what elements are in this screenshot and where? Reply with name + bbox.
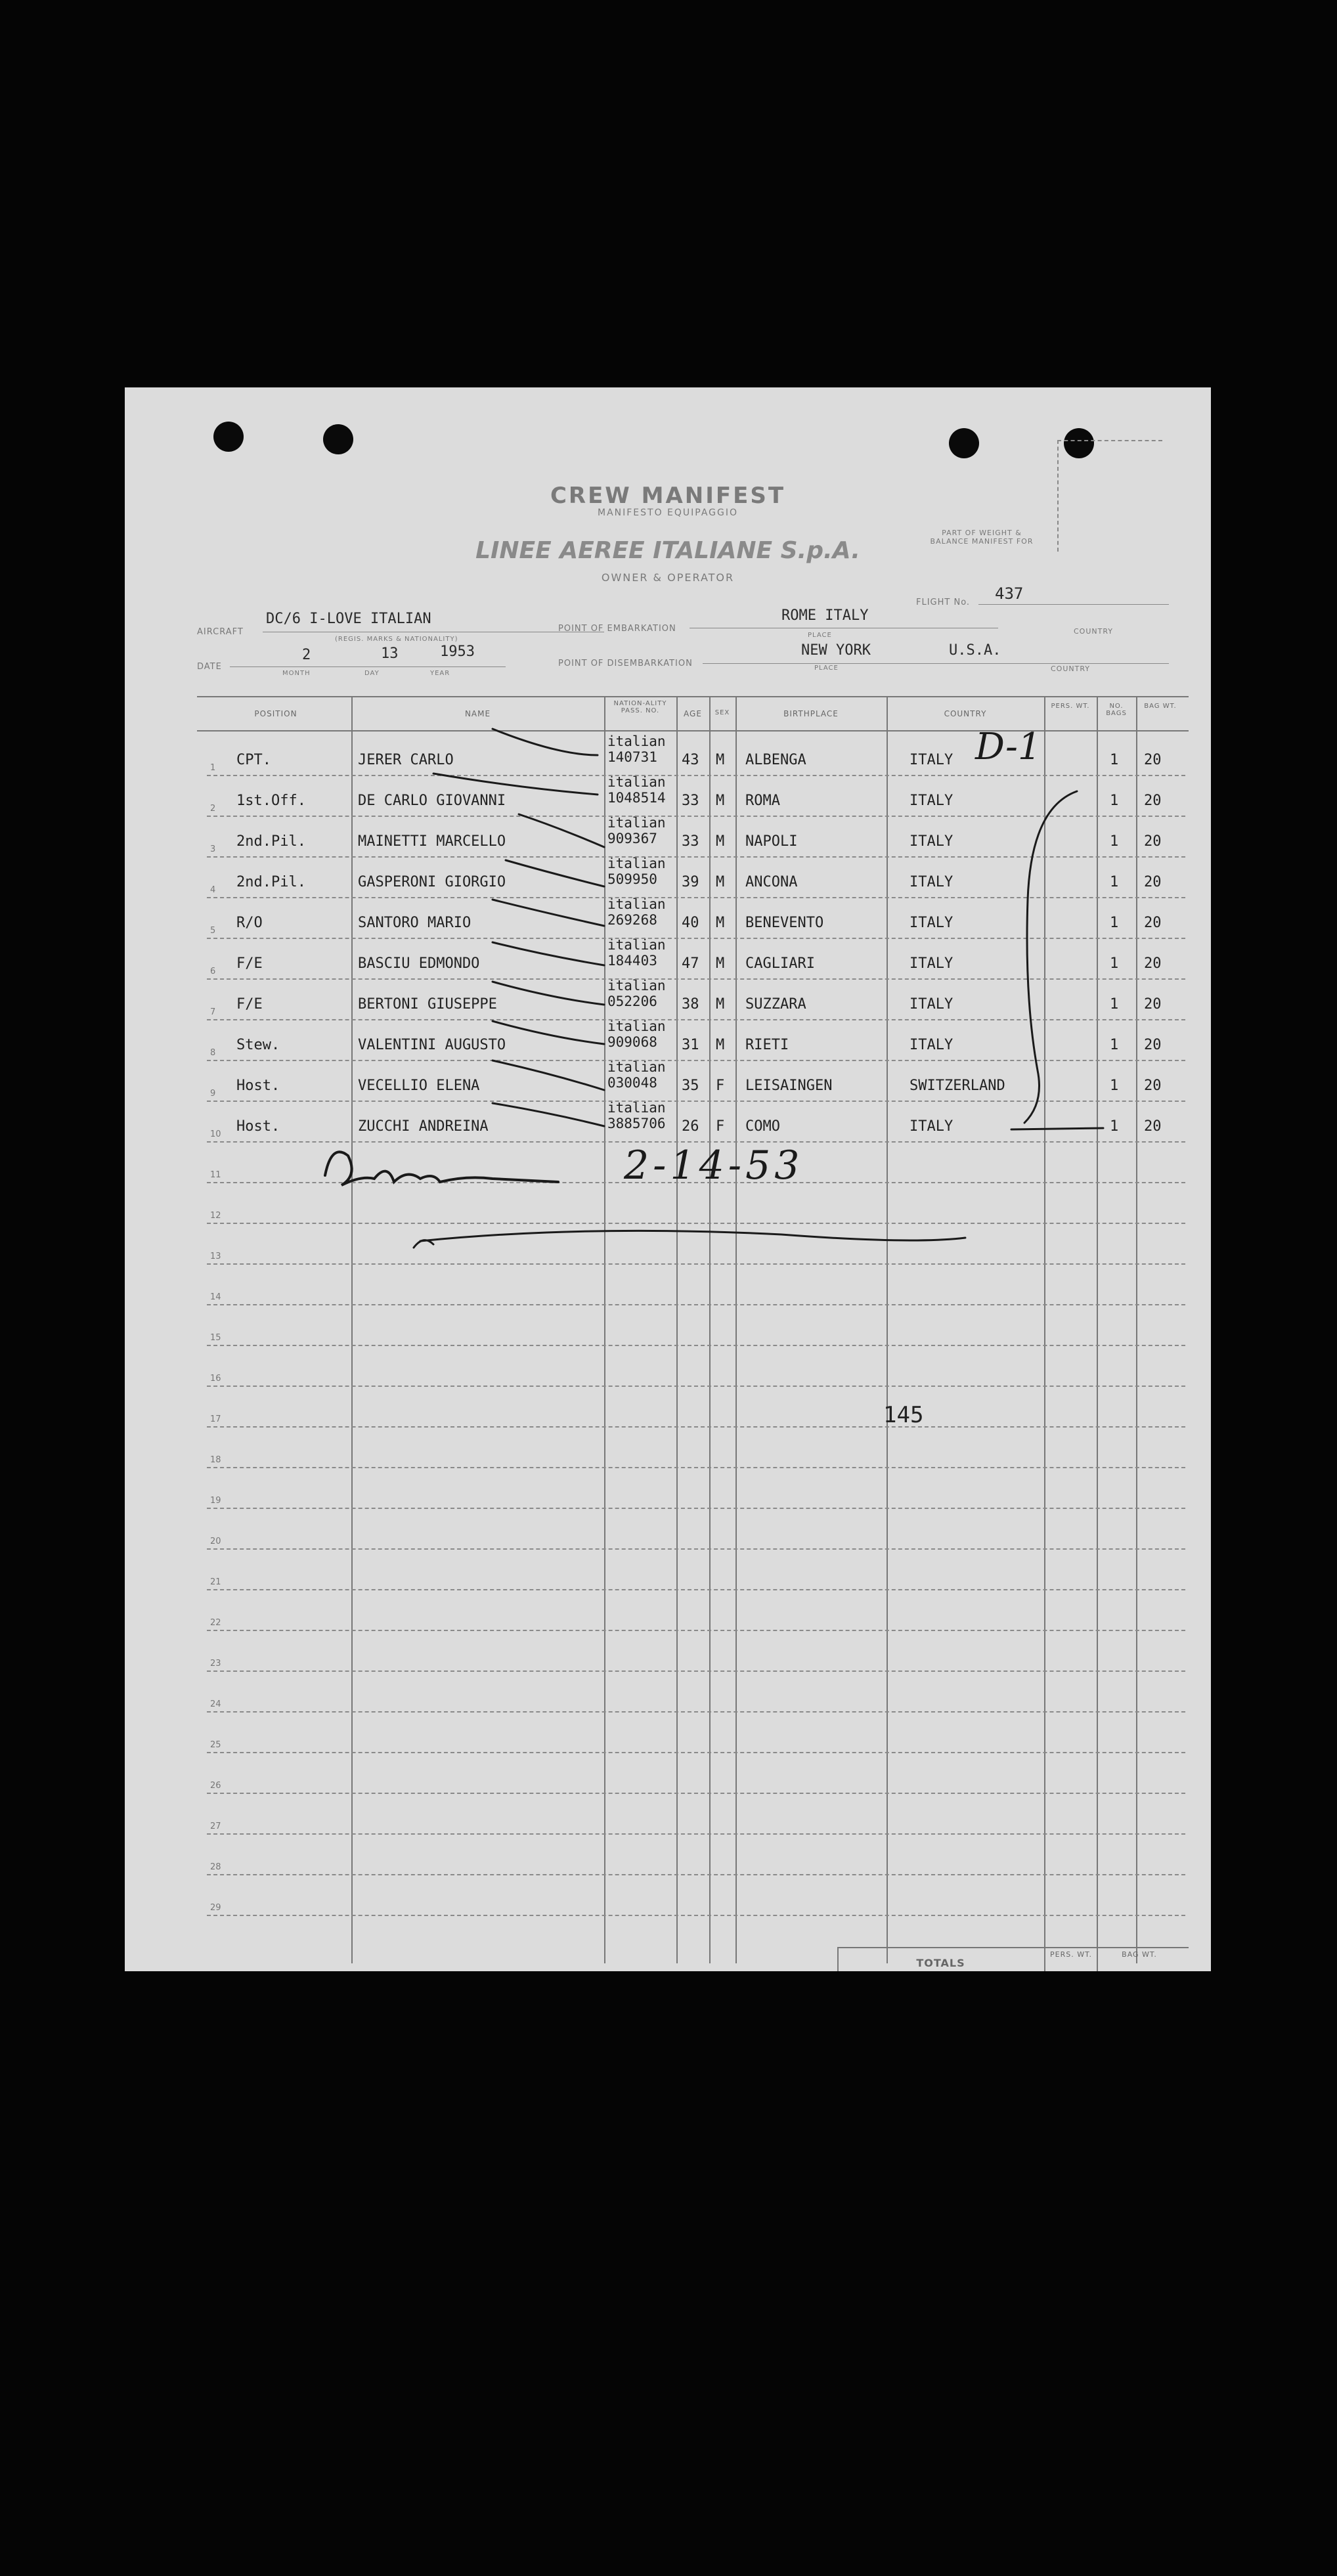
footer-divider: [837, 1947, 839, 1971]
date-year: 1953: [440, 644, 475, 660]
col-header-pers-wt: PERS. WT.: [1051, 703, 1090, 710]
crew-name: SANTORO MARIO: [358, 915, 471, 931]
crew-sex: M: [716, 793, 725, 809]
crew-nationality: italian: [607, 815, 666, 831]
country-label-2: COUNTRY: [1051, 665, 1090, 673]
col-header-age: AGE: [684, 709, 702, 718]
crew-country: ITALY: [910, 874, 953, 890]
crew-position: Stew.: [236, 1037, 280, 1053]
flight-label: FLIGHT No.: [916, 598, 971, 607]
col-header-nationality: NATION-ALITY PASS. NO.: [613, 700, 667, 714]
crew-bag-wt: 20: [1144, 996, 1162, 1013]
footer-bag-wt: BAG WT.: [1122, 1950, 1157, 1959]
crew-nationality: italian: [607, 1059, 666, 1075]
row-number: 17: [210, 1414, 221, 1424]
crew-position: R/O: [236, 915, 263, 931]
crew-nationality: italian: [607, 733, 666, 749]
crew-bag-wt: 20: [1144, 833, 1162, 850]
crew-sex: M: [716, 752, 725, 768]
footer-divider: [1044, 1947, 1045, 1971]
row-number: 26: [210, 1781, 221, 1791]
place-label: PLACE: [808, 632, 832, 639]
country-label: COUNTRY: [1074, 627, 1113, 636]
row-number: 22: [210, 1618, 221, 1628]
col-header-sex: SEX: [714, 709, 730, 716]
crew-age: 39: [682, 874, 699, 890]
crew-bag-wt: 20: [1144, 793, 1162, 809]
crew-age: 35: [682, 1078, 699, 1094]
regis-label: (REGIS. MARKS & NATIONALITY): [335, 636, 458, 643]
place-label-2: PLACE: [814, 665, 839, 672]
crew-bags: 1: [1110, 1037, 1119, 1053]
crew-bags: 1: [1110, 996, 1119, 1013]
crew-sex: M: [716, 996, 725, 1013]
crew-position: F/E: [236, 996, 263, 1013]
crew-nationality: italian: [607, 1018, 666, 1034]
year-label: YEAR: [430, 670, 450, 677]
row-number: 25: [210, 1740, 221, 1750]
crew-age: 33: [682, 833, 699, 850]
row-number: 4: [210, 885, 216, 895]
crew-bags: 1: [1110, 1078, 1119, 1094]
handwritten-date: 2-14-53: [624, 1143, 804, 1189]
crew-birthplace: ANCONA: [745, 874, 798, 890]
crew-bags: 1: [1110, 752, 1119, 768]
crew-nationality: italian: [607, 937, 666, 953]
crew-name: ZUCCHI ANDREINA: [358, 1118, 489, 1135]
crew-position: 1st.Off.: [236, 793, 306, 809]
row-number: 1: [210, 763, 216, 773]
crew-position: Host.: [236, 1118, 280, 1135]
crew-country: ITALY: [910, 915, 953, 931]
col-header-bag-wt: BAG WT.: [1144, 703, 1177, 710]
crew-bags: 1: [1110, 1118, 1119, 1135]
row-number: 2: [210, 804, 216, 814]
footer-border: [837, 1947, 1189, 1948]
crew-name: JERER CARLO: [358, 752, 454, 768]
flight-number: 437: [995, 584, 1024, 603]
crew-birthplace: BENEVENTO: [745, 915, 824, 931]
crew-sex: M: [716, 874, 725, 890]
month-label: MONTH: [282, 670, 311, 677]
manifest-sheet: [125, 387, 1211, 1971]
aircraft-value: DC/6 I-LOVE ITALIAN: [266, 611, 431, 627]
crew-bags: 1: [1110, 874, 1119, 890]
crew-name: VALENTINI AUGUSTO: [358, 1037, 506, 1053]
crew-position: Host.: [236, 1078, 280, 1094]
crew-nationality: italian: [607, 856, 666, 871]
crew-nationality: italian: [607, 896, 666, 912]
balance-note: PART OF WEIGHT & BALANCE MANIFEST FOR: [930, 529, 1034, 546]
crew-country: ITALY: [910, 1118, 953, 1135]
row-number: 27: [210, 1822, 221, 1831]
crew-bag-wt: 20: [1144, 915, 1162, 931]
crew-birthplace: ALBENGA: [745, 752, 806, 768]
row-number: 21: [210, 1577, 221, 1587]
footer-pers-wt: PERS. WT.: [1050, 1950, 1092, 1959]
row-number: 28: [210, 1862, 221, 1872]
crew-bags: 1: [1110, 833, 1119, 850]
embarkation-value: ROME ITALY: [781, 607, 869, 624]
crew-bag-wt: 20: [1144, 1118, 1162, 1135]
date-label: DATE: [197, 662, 222, 672]
crew-age: 31: [682, 1037, 699, 1053]
row-number: 12: [210, 1211, 221, 1221]
crew-birthplace: CAGLIARI: [745, 955, 815, 972]
date-day: 13: [381, 645, 399, 662]
crew-age: 47: [682, 955, 699, 972]
crew-name: GASPERONI GIORGIO: [358, 874, 506, 890]
crew-position: 2nd.Pil.: [236, 874, 306, 890]
crew-birthplace: SUZZARA: [745, 996, 806, 1013]
crew-passport: 509950: [607, 871, 657, 887]
crew-sex: M: [716, 1037, 725, 1053]
crew-bags: 1: [1110, 915, 1119, 931]
crew-bags: 1: [1110, 793, 1119, 809]
crew-birthplace: COMO: [745, 1118, 780, 1135]
col-header-country: COUNTRY: [944, 709, 987, 718]
crew-name: MAINETTI MARCELLO: [358, 833, 506, 850]
crew-bag-wt: 20: [1144, 752, 1162, 768]
crew-age: 43: [682, 752, 699, 768]
crew-birthplace: NAPOLI: [745, 833, 798, 850]
crew-passport: 909068: [607, 1034, 657, 1050]
crew-country: ITALY: [910, 833, 953, 850]
form-title: CREW MANIFEST: [550, 483, 786, 509]
crew-name: BERTONI GIUSEPPE: [358, 996, 497, 1013]
col-header-no-bags: NO. BAGS: [1106, 703, 1127, 717]
crew-birthplace: LEISAINGEN: [745, 1078, 833, 1094]
crew-nationality: italian: [607, 774, 666, 790]
row-number: 19: [210, 1496, 221, 1506]
crew-nationality: italian: [607, 978, 666, 993]
crew-passport: 184403: [607, 953, 657, 969]
crew-sex: M: [716, 833, 725, 850]
stamp-mark: D-1: [975, 726, 1041, 768]
row-number: 20: [210, 1537, 221, 1546]
row-number: 15: [210, 1333, 221, 1343]
row-number: 5: [210, 926, 216, 936]
row-number: 11: [210, 1170, 221, 1180]
crew-age: 40: [682, 915, 699, 931]
embarkation-label: POINT OF EMBARKATION: [558, 624, 676, 634]
row-number: 14: [210, 1292, 221, 1302]
crew-bag-wt: 20: [1144, 955, 1162, 972]
crew-position: CPT.: [236, 752, 271, 768]
row-number: 10: [210, 1129, 221, 1139]
row-number: 8: [210, 1048, 216, 1058]
crew-country: ITALY: [910, 793, 953, 809]
crew-name: BASCIU EDMONDO: [358, 955, 480, 972]
owner-label: OWNER & OPERATOR: [601, 571, 735, 584]
crew-age: 26: [682, 1118, 699, 1135]
crew-country: ITALY: [910, 996, 953, 1013]
row-number: 24: [210, 1699, 221, 1709]
page-number: 145: [883, 1402, 924, 1428]
crew-passport: 3885706: [607, 1116, 666, 1131]
crew-age: 38: [682, 996, 699, 1013]
row-number: 9: [210, 1089, 216, 1099]
col-header-position: POSITION: [254, 709, 297, 718]
crew-nationality: italian: [607, 1100, 666, 1116]
crew-country: ITALY: [910, 955, 953, 972]
crew-bag-wt: 20: [1144, 1037, 1162, 1053]
crew-bag-wt: 20: [1144, 1078, 1162, 1094]
date-month: 2: [302, 647, 311, 663]
crew-passport: 030048: [607, 1075, 657, 1091]
day-label: DAY: [364, 670, 380, 677]
disembarkation-country: U.S.A.: [949, 642, 1001, 659]
crew-name: VECELLIO ELENA: [358, 1078, 480, 1094]
crew-sex: F: [716, 1118, 725, 1135]
crew-passport: 052206: [607, 993, 657, 1009]
disembarkation-place: NEW YORK: [801, 642, 871, 659]
row-number: 13: [210, 1252, 221, 1261]
totals-label: TOTALS: [916, 1957, 965, 1969]
crew-sex: F: [716, 1078, 725, 1094]
crew-passport: 1048514: [607, 790, 666, 806]
crew-sex: M: [716, 915, 725, 931]
crew-country: ITALY: [910, 1037, 953, 1053]
row-number: 23: [210, 1659, 221, 1669]
crew-bags: 1: [1110, 955, 1119, 972]
crew-country: SWITZERLAND: [910, 1078, 1005, 1094]
crew-passport: 140731: [607, 749, 657, 765]
crew-birthplace: RIETI: [745, 1037, 789, 1053]
crew-position: F/E: [236, 955, 263, 972]
crew-sex: M: [716, 955, 725, 972]
airline-name: LINEE AEREE ITALIANE S.p.A.: [475, 537, 860, 564]
crew-passport: 909367: [607, 831, 657, 846]
crew-bag-wt: 20: [1144, 874, 1162, 890]
disembarkation-label: POINT OF DISEMBARKATION: [558, 659, 693, 668]
row-number: 16: [210, 1374, 221, 1384]
crew-passport: 269268: [607, 912, 657, 928]
form-subtitle: MANIFESTO EQUIPAGGIO: [597, 508, 739, 518]
col-header-birthplace: BIRTHPLACE: [783, 709, 839, 718]
crew-name: DE CARLO GIOVANNI: [358, 793, 506, 809]
crew-position: 2nd.Pil.: [236, 833, 306, 850]
row-number: 18: [210, 1455, 221, 1465]
row-number: 29: [210, 1903, 221, 1913]
aircraft-label: AIRCRAFT: [197, 627, 244, 637]
row-number: 3: [210, 844, 216, 854]
row-number: 6: [210, 967, 216, 976]
row-number: 7: [210, 1007, 216, 1017]
crew-birthplace: ROMA: [745, 793, 780, 809]
crew-age: 33: [682, 793, 699, 809]
col-header-name: NAME: [464, 709, 491, 718]
crew-country: ITALY: [910, 752, 953, 768]
footer-divider: [1097, 1947, 1098, 1971]
